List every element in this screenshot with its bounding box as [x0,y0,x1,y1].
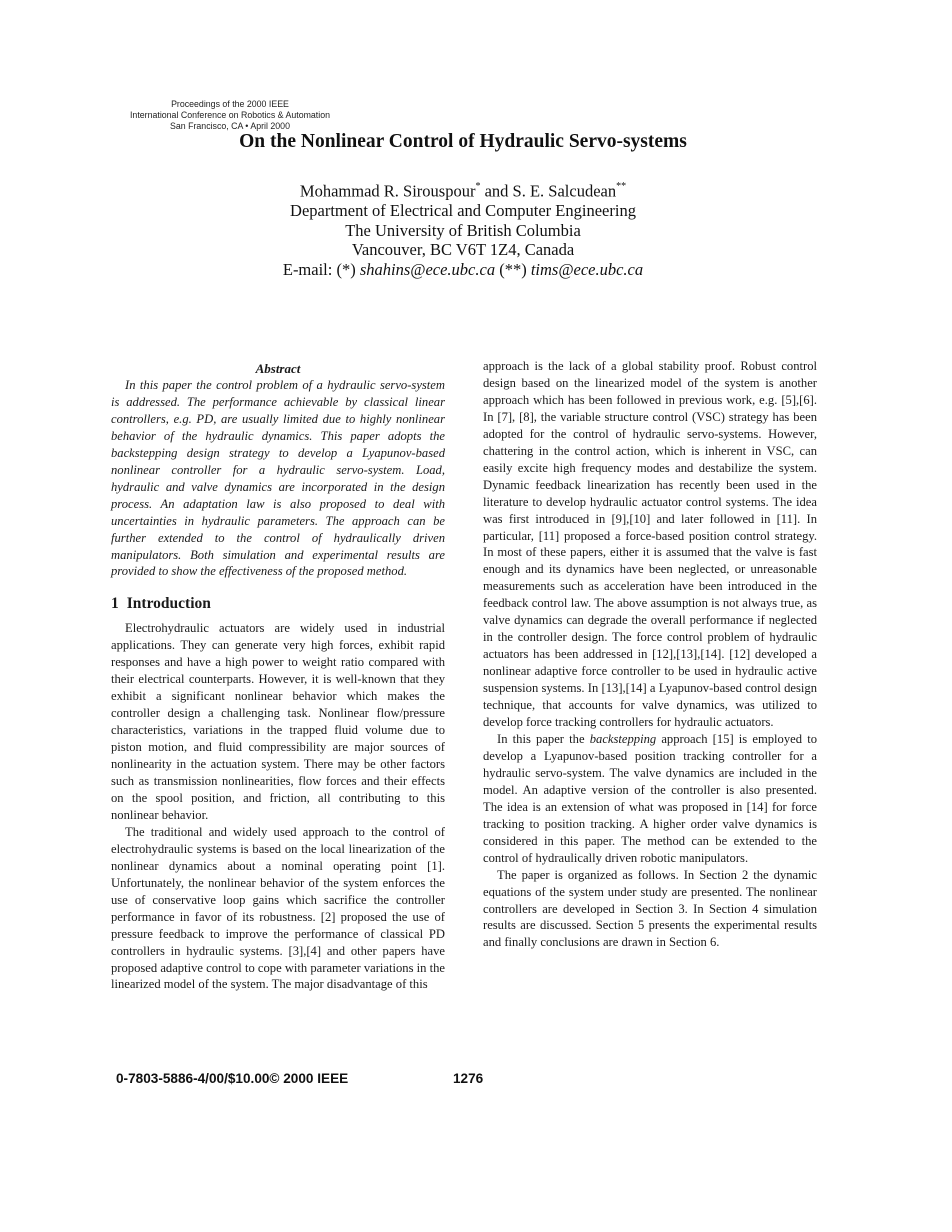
section-number: 1 [111,595,119,613]
proceedings-header [0,99,460,132]
paper-title: On the Nonlinear Control of Hydraulic Servo-systems [239,131,687,152]
p4-emphasis: backstepping [589,731,657,746]
email-2: tims@ece.ubc.ca [530,259,644,279]
proceedings-line-3: San Francisco, CA • April 2000 [170,121,290,131]
address: Vancouver, BC V6T 1Z4, Canada [351,240,575,260]
email-1: shahins@ece.ubc.ca [359,259,496,279]
isbn-copyright: 0-7803-5886-4/00/$10.00© 2000 IEEE [116,1071,349,1086]
email-separator: (**) [495,259,531,279]
intro-paragraph-4 [483,731,817,867]
right-column [483,358,817,951]
proceedings-line-2: International Conference on Robotics & Automation [129,110,330,120]
author-block [0,178,926,279]
section-title: Introduction [126,595,211,613]
department: Department of Electrical and Computer Engineering [290,201,636,221]
abstract-heading: Abstract [255,361,301,376]
author-1: Mohammad R. Sirouspour [299,181,476,201]
author-names [0,178,926,201]
author-2: S. E. Salcudean [512,181,617,201]
author-conjunction: and [480,181,513,201]
intro-paragraph-2: The traditional and widely used approach to the control of electrohydraulic systems is based on the local linearization of the nonlinear dynamics about a nominal operating point [1]. Unfortunately, the nonlinear behavior of the system enforces the use of conservative loop gains which sacrifice the controller performance in favor of its robustness. [2] proposed the use of pressure feedback to improve the performance of classical PD controllers in hydraulic systems. [3],[4] and other papers have proposed adaptive control to cope with parameter variations in the linearized model of the system. The major disadvantage of this [111,824,445,992]
proceedings-line-1: Proceedings of the 2000 IEEE [171,99,289,109]
author-2-mark: ** [616,181,627,192]
page-number: 1276 [453,1071,484,1086]
email-prefix: E-mail: (*) [282,259,360,279]
page-footer [116,1071,484,1086]
intro-paragraph-3: approach is the lack of a global stability proof. Robust control design based on the linearized model of the system is another approach which has been followed in previous work, e.g. [5],[6]. In [7], [8], the variable structure control (VSC) strategy has been adopted for the control of hydraulic servo-systems. However, chattering in the control action, which is inherent in VSC, can easily excite high frequency modes and destabilize the system. Dynamic feedback linearization has recently been used in the literature to develop hydraulic actuator control systems. The idea was first introduced in [9],[10] and later followed in [11]. In particular, [11] proposed a force-based position control strategy. In most of these papers, either it is assumed that the valve is fast enough and its dynamics have been neglected, or unreasonable measurements such as acceleration have been introduced in the feedback control law. The above assumption is not always true, as valve dynamics can degrade the overall performance if neglected in the controller design. The force control problem of hydraulic actuators has been addressed in [12],[13],[14]. [12] developed a nonlinear adaptive force controller to be used in hydraulic active suspension systems. In [13],[14] a Lyapunov-based control design technique, that accounts for valve dynamics, was utilized to develop force tracking controllers for hydraulic actuators. [483,359,817,730]
university: The University of British Columbia [345,220,581,240]
abstract-text: In this paper the control problem of a hydraulic servo-system is addressed. The performance achievable by classical linear controllers, e.g. PD, are usually limited due to highly nonlinear behavior of the hydraulic dynamics. This paper adopts the backstepping design strategy to develop a Lyapunov-based nonlinear controller for a hydraulic servo-system. Load, hydraulic and valve dynamics are incorporated in the design process. An adaptation law is also proposed to deal with uncertainties in hydraulic parameters. The approach can be further extended to the control of hydraulically driven manipulators. Both simulation and experimental results are provided to show the effectiveness of the proposed method. [111,378,445,579]
email-line [0,260,926,280]
intro-paragraph-1: Electrohydraulic actuators are widely used in industrial applications. They can generate very high forces, exhibit rapid responses and have a high power to weight ratio compared with their electrical counterparts. However, it is well-known that they exhibit a significant nonlinear behavior which makes the controller design a challenging task. Nonlinear flow/pressure characteristics, variations in the trapped fluid volume due to piston motion, and fluid compressibility are major sources of nonlinearity in the actuation system. There may be other factors such as transmission nonlinearities, flow forces and their effects on the spool position, and friction, all contributing to this nonlinear behavior. [111,621,445,822]
author-1-mark: * [475,181,481,192]
p4-rest: approach [15] is employed to develop a Lyapunov-based position tracking controller for a hydraulic servo-system. The valve dynamics are included in the model. An adaptive version of the controller is also presented. The idea is an extension of what was proposed in [14] for force tracking to position tracking. A higher order valve dynamics is considered in this paper. The method can be extended to the control of hydraulically driven robotic manipulators. [483,731,817,865]
intro-paragraph-5: The paper is organized as follows. In Section 2 the dynamic equations of the system under study are presented. The nonlinear controllers are developed in Section 3. In Section 4 simulation results are discussed. Section 5 presents the experimental results and finally conclusions are drawn in Section 6. [483,867,817,950]
section-heading-introduction [111,594,445,613]
p4-start: In this paper the [497,731,590,746]
left-column [111,358,445,993]
